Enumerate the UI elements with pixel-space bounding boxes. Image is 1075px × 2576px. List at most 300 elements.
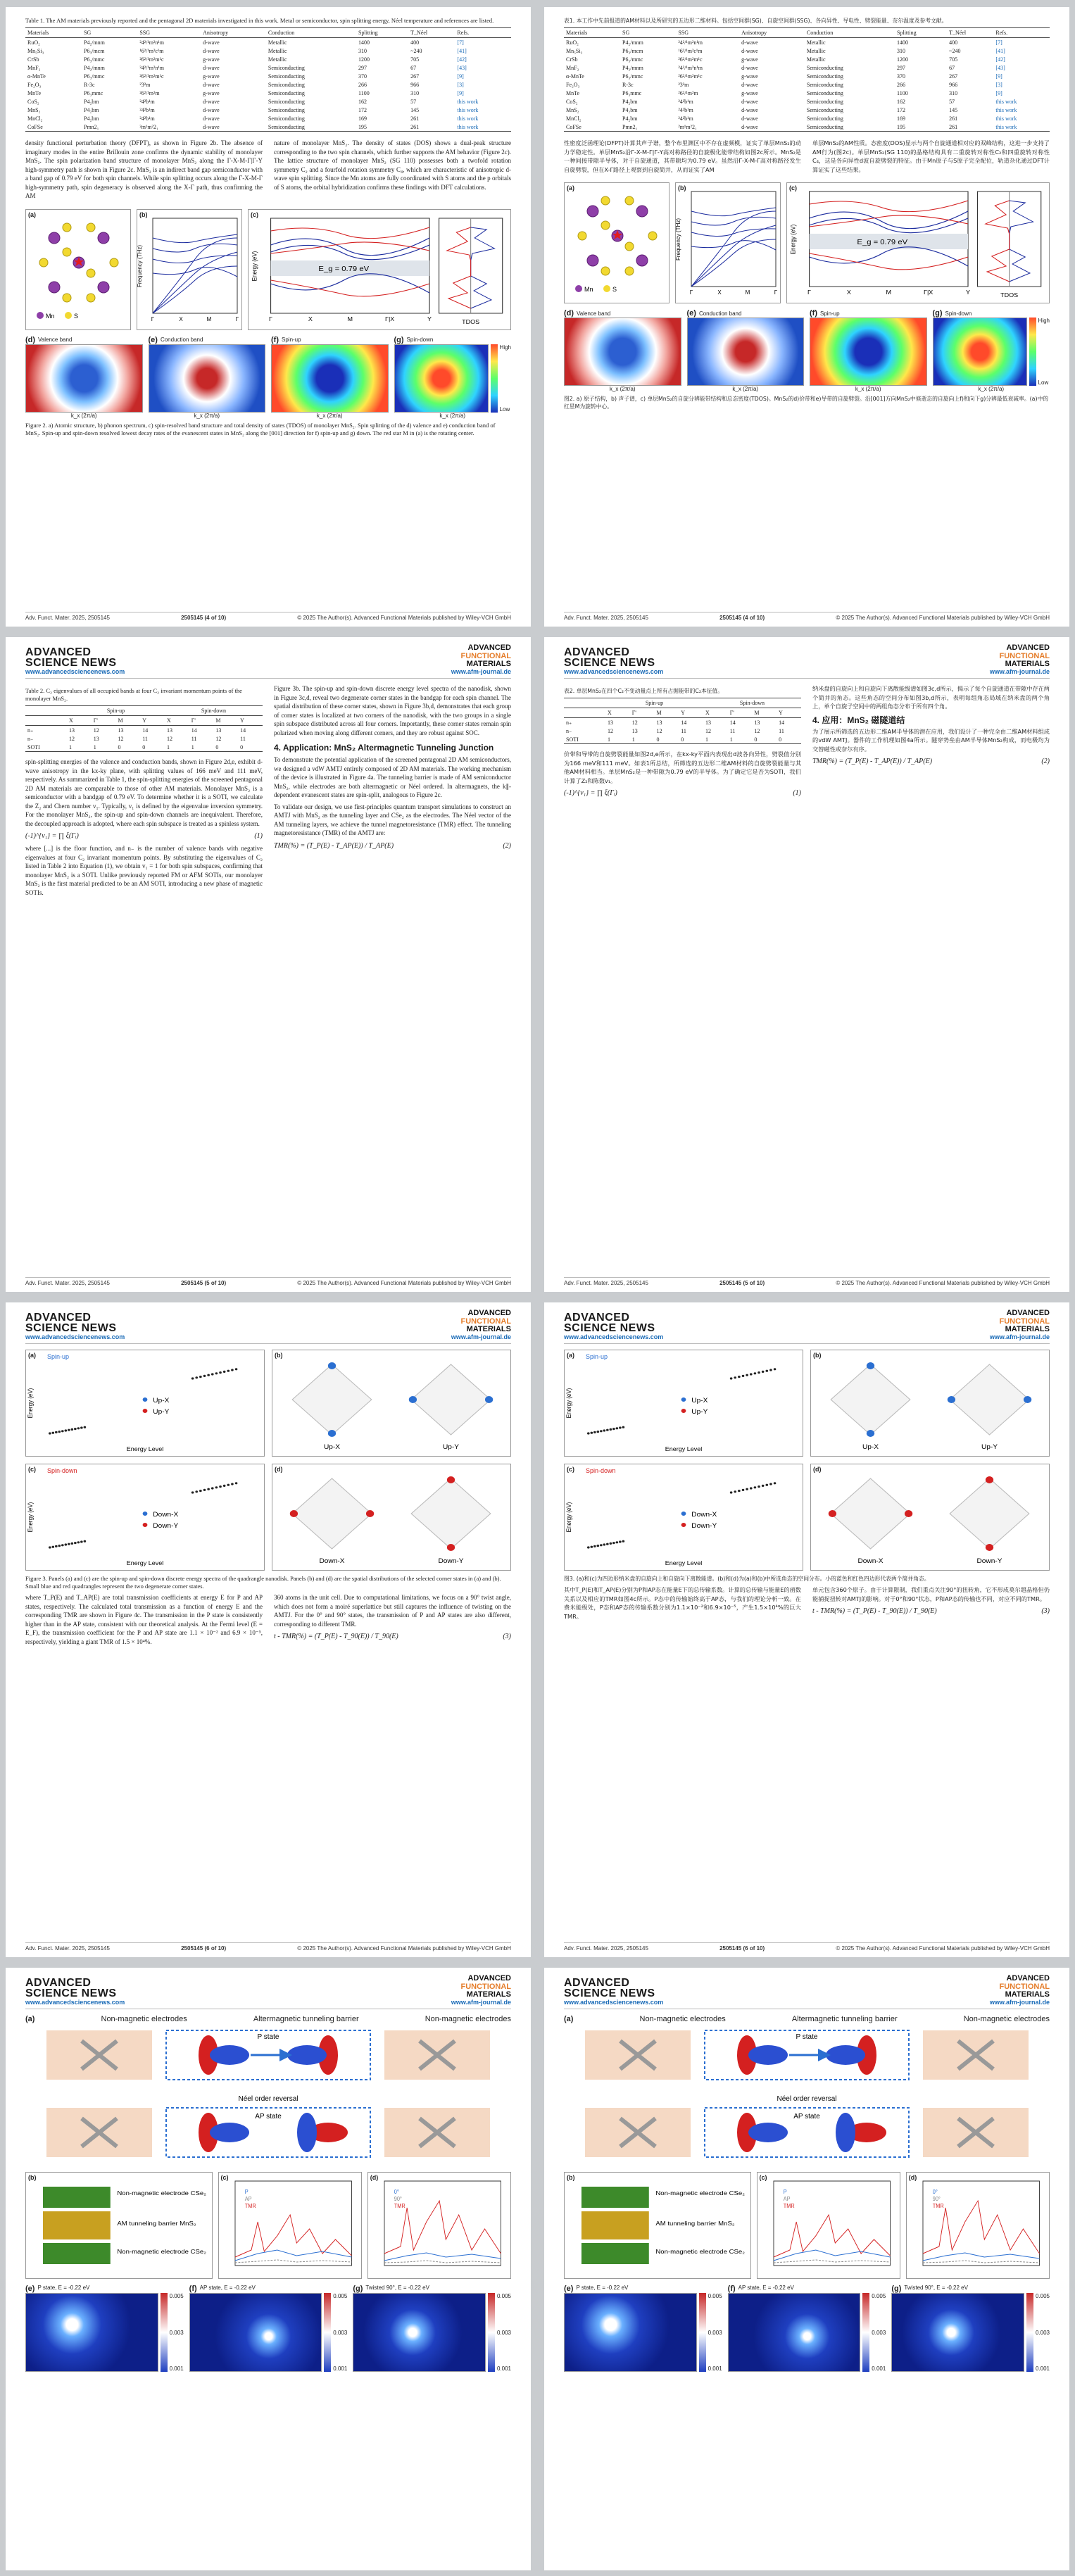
panel-label-d: (d) (564, 309, 574, 318)
page-7-english (6, 1968, 531, 2570)
url-right[interactable]: www.afm-journal.de (451, 1999, 511, 2006)
brand-right-advanced: ADVANCED (1006, 643, 1050, 652)
table-cell: ~240 (410, 47, 422, 54)
panel-label-e: (e) (564, 2285, 574, 2293)
equation-2-zh (812, 758, 1050, 765)
table-cell: 0 (654, 735, 679, 744)
energy-level-dot (58, 1431, 61, 1433)
table-cell: 1400 (897, 39, 909, 46)
device-structure-panel (25, 2172, 213, 2279)
spin-down-band (810, 201, 968, 212)
colorbar (488, 2293, 495, 2372)
footer-page: 2505145 (4 of 10) (719, 615, 765, 621)
panel-label-b: (b) (139, 211, 148, 218)
s-atom (87, 294, 95, 302)
corner-state (829, 1510, 836, 1517)
footer-page: 2505145 (5 of 10) (181, 1280, 227, 1286)
ylabel: Energy (eV) (26, 1388, 34, 1419)
footer-copyright: © 2025 The Author(s). Advanced Functional Materials published by Wiley-VCH GmbH (836, 1945, 1050, 1952)
electrode-layer (581, 2243, 649, 2264)
legend-tmr: TMR (783, 2202, 795, 2210)
legend-s-marker (603, 285, 610, 292)
kmap-p-panel (25, 2285, 184, 2372)
url-left[interactable]: www.advancedsciencenews.com (25, 1999, 125, 2006)
table-cell: 145 (410, 106, 420, 113)
table-cell: [9] (995, 73, 1002, 80)
fig4-bottom (25, 2285, 511, 2372)
upx-caption: Up-X (323, 1443, 341, 1451)
energy-level-dot (227, 1370, 230, 1372)
table-row (25, 114, 511, 122)
table-cell: 966 (949, 81, 958, 88)
table-cell: [7] (457, 39, 464, 46)
table-cell: 1400 (358, 39, 370, 46)
downx-caption: Down-X (857, 1557, 884, 1565)
table-cell: 57 (410, 98, 417, 105)
panel-label-c: (c) (567, 1466, 574, 1473)
table-cell: 1 (165, 743, 189, 752)
energy-level-dot (49, 1546, 51, 1548)
table-cell: g-wave (203, 56, 220, 63)
electrode-layer (43, 2243, 111, 2264)
colorbar (161, 2293, 168, 2372)
table-cell: d-wave (203, 64, 220, 71)
downy-caption: Down-Y (438, 1557, 464, 1565)
table-cell: ²4²b¹m (678, 98, 693, 105)
nanodisk-down-y (950, 1478, 1029, 1549)
p3-right-zh: 单元包含360个原子。由于计算限制，我们重点关注90°的扭转角，它不形成莫尔超晶格但仍能捕捉扭转对AMTJ的影响。对于0°和90°状态，P和AP态的传输也不同，对应不同的TMR。 (812, 1586, 1050, 1602)
table-cell: CoS₂ (27, 98, 39, 105)
kmap-p (564, 2293, 697, 2372)
phonon-plot (676, 183, 780, 301)
s-atom (63, 248, 71, 256)
table-cell: Semiconducting (268, 64, 305, 71)
table-cell: d-wave (741, 81, 758, 88)
eq1-num: (1) (254, 832, 263, 840)
brand-advanced: ADVANCED (564, 646, 630, 658)
eq3-text: t - TMR(%) = (T_P(E) - T_90(E)) / T_90(E) (812, 1607, 937, 1615)
footer-page: 2505145 (6 of 10) (181, 1945, 227, 1952)
table-row (25, 63, 511, 72)
tmr-curve (234, 2215, 351, 2257)
table-header-cell: Refs. (455, 28, 511, 38)
table-cell: [41] (457, 47, 467, 54)
equation-2 (274, 842, 511, 850)
table-cell: 12 (93, 727, 99, 734)
s-atom (625, 196, 634, 205)
table-cell: CrSb (27, 56, 39, 63)
energy-level-dot (610, 1543, 612, 1545)
p2-right-text: Figure 3b. The spin-up and spin-down discrete energy level spectra of the nanodisk, shown in Figure 3c,d, reveal two degenerate corner states in the bandgap for each spin channel. The spatial distribution of these corner states, shown in Figure 3b,d, demonstrates that each group of corner states is localized at two corners of the nanodisk, with the two groups in a single spin subspace distributed across all four corners. Importantly, these corner states remain spin polarized when moving along different corners, and they are robust against SOC. (274, 685, 511, 736)
footer-cite: Adv. Funct. Mater. 2025, 2505145 (25, 1945, 110, 1952)
energy-level-dot (207, 1488, 210, 1490)
table-cell: 0 (777, 735, 801, 744)
spin-lobe (287, 2045, 327, 2065)
table-header-cell: Materials (564, 28, 620, 38)
tdos-label: TDOS (462, 318, 480, 325)
conduction-title: Conduction band (160, 337, 203, 343)
plot-frame (773, 2181, 889, 2266)
equation-3-zh (812, 1607, 1050, 1615)
corner-state (948, 1396, 955, 1403)
table-header-cell (564, 708, 605, 718)
url-right[interactable]: www.afm-journal.de (989, 668, 1050, 675)
colorbar (491, 344, 498, 413)
cbar-tick: 0.003 (1035, 2329, 1050, 2336)
table-cell: Metallic (268, 47, 287, 54)
spindown-corner-map (272, 1464, 511, 1571)
kmap-ap-panel (728, 2285, 886, 2372)
corner-state-marker (143, 1409, 148, 1413)
table-row (25, 122, 511, 132)
panel-label-d: (d) (813, 1466, 822, 1473)
url-left[interactable]: www.advancedsciencenews.com (564, 668, 664, 675)
transmission-p-ap-panel (757, 2172, 900, 2279)
kmap-twist-title: Twisted 90°, E = -0.22 eV (904, 2285, 968, 2291)
energy-level-dot (71, 1543, 74, 1545)
band-ylabel: Energy (eV) (788, 224, 797, 255)
table-cell: ²4²/¹m²n¹m (139, 64, 164, 71)
phonon-branch (691, 241, 776, 250)
p3-right-text: 360 atoms in the unit cell. Due to computational limitations, we focus on a 90° twist angle, which does not form a moiré superlattice but still captures the influence of twisting on the AMTJ. For the 0° and 90° states, the transmission of P and AP states are also different, corresponding to different TMR. (274, 1594, 511, 1628)
table-cell: d-wave (203, 47, 220, 54)
spinup-corner-map (272, 1350, 511, 1457)
colorbar-high: High (499, 344, 511, 351)
p2-left-text: spin-splitting energies of the valence and conduction bands, shown in Figure 2d,e, exhibit d-wave anisotropy in the kx-ky plane, with splitting values of 166 meV and 111 meV, respectively. As summarized in Table 1, the spin-splitting energies of the screened pentagonal 2D AM materials are comparable to those of other AM materials. Monolayer MnS₂ is a semiconductor with a bandgap of 0.79 eV. To determine whether it is a SOTI, we calculate the Z₂ and Chern number v₁. Typically, v₁ is defined by the eigenvalue inversion symmetry. For the monolayer MnS₂, the spin-up and spin-down channels are inequivalent. Therefore, the decoupled approach is adopted, where each spin subspace is treated as a spinless system. (25, 758, 263, 827)
conduction-heatmap (687, 318, 805, 386)
corner-state-marker (143, 1397, 148, 1402)
table-cell: [42] (457, 56, 467, 63)
table-header-cell (25, 706, 67, 716)
energy-level-dot (199, 1490, 202, 1492)
footer-page: 2505145 (4 of 10) (181, 615, 227, 621)
table-row (25, 743, 263, 752)
colorbar-low: Low (1038, 379, 1049, 386)
cbar-tick: 0.005 (169, 2293, 184, 2299)
table-header-cell: Conduction (266, 28, 356, 38)
nonmag-right-label: Non-magnetic electrodes (425, 2015, 511, 2023)
table-group-header: Spin-up (605, 698, 703, 708)
fig4-middle (25, 2172, 511, 2279)
xlabel: Energy Level (126, 1445, 164, 1452)
brand-right-advanced: ADVANCED (1006, 1309, 1050, 1317)
page-footer (25, 612, 511, 621)
table-cell: 11 (142, 735, 148, 742)
table-cell: g-wave (203, 89, 220, 96)
table-cell: 261 (410, 115, 420, 122)
table-header-cell: Anisotropy (739, 28, 805, 38)
energy-level-dot (619, 1426, 622, 1428)
table-cell: ²6²/¹m²m¹c (678, 73, 703, 80)
kx-label: k_x (2π/a) (70, 412, 97, 419)
energy-level-dot (77, 1427, 80, 1429)
ylabel: Energy (eV) (565, 1502, 573, 1533)
table-cell: ~240 (949, 47, 961, 54)
table-cell: Mn₅Si₃ (566, 47, 583, 54)
table-header-cell: SSG (676, 28, 739, 38)
table-cell: ²4²/¹m²n¹m (678, 64, 703, 71)
kx-label: k_x (2π/a) (855, 386, 881, 392)
kmap-ap-panel (189, 2285, 348, 2372)
energy-level-dot (49, 1432, 51, 1434)
table-group-header: Spin-down (703, 698, 801, 708)
table-cell: Metallic (806, 56, 826, 63)
table-cell: 310 (358, 47, 367, 54)
masthead (25, 644, 511, 679)
mn-atom (636, 206, 648, 217)
url-left[interactable]: www.advancedsciencenews.com (25, 1333, 125, 1340)
table-cell: 1 (728, 735, 753, 744)
corner-state (986, 1544, 993, 1551)
table-cell: P4₂/mnm (622, 64, 643, 71)
spin-lobe (210, 2123, 249, 2142)
energy-level-dot (762, 1485, 765, 1487)
panel-label-a: (a) (28, 1352, 36, 1359)
kx-label: k_x (2π/a) (609, 386, 636, 392)
conduction-panel (149, 336, 266, 419)
colorbar-high: High (1038, 318, 1050, 324)
energy-level-dot (71, 1428, 74, 1431)
energy-level-dot (203, 1375, 206, 1377)
url-left[interactable]: www.advancedsciencenews.com (564, 1333, 664, 1340)
phonon-xtick: X (717, 289, 722, 296)
table-cell: Metallic (268, 56, 287, 63)
kmap-p-title: P state, E = -0.22 eV (37, 2285, 90, 2291)
energy-level-dot (58, 1545, 61, 1547)
table-cell: 195 (356, 122, 408, 132)
downx-label: Down-X (153, 1511, 179, 1519)
table-row (564, 89, 1050, 97)
url-right[interactable]: www.afm-journal.de (451, 1333, 511, 1340)
table-cell: 261 (408, 122, 455, 132)
table-header-cell: M (213, 716, 238, 726)
table-cell: g-wave (741, 89, 758, 96)
panel-label-g: (g) (891, 2285, 902, 2293)
energy-level-dot (610, 1428, 612, 1431)
table-header-cell: X (67, 716, 92, 726)
gap-label: E_g = 0.79 eV (857, 238, 908, 246)
table-cell: n₊ (566, 719, 572, 726)
table-cell: ²6²/¹m²m¹c (139, 73, 164, 80)
panel-label-d: (d) (275, 1466, 283, 1473)
panel-label-b: (b) (275, 1352, 283, 1359)
table-cell: g-wave (203, 73, 220, 80)
spin-lobe (836, 2113, 855, 2152)
legend-0deg: 0° (394, 2188, 399, 2196)
table-header-cell: T_Néel (408, 28, 455, 38)
eq2-text: TMR(%) = (T_P(E) - T_AP(E)) / T_AP(E) (812, 758, 933, 765)
energy-level-dot (746, 1374, 748, 1376)
figure2-caption: Figure 2. a) Atomic structure, b) phonon spectrum, c) spin-resolved band structure and total density of states (TDOS) of monolayer MnS₂. Spin splitting of the d) valence and e) conduction band of MnS₂. Spin-up and spin-down resolved lowest decay rates of the evanescent states in MnS₂ along the [001] direction for f) spin-up and g) down. The red star M in (a) is the rotating center. (25, 421, 496, 436)
energy-level-dot (600, 1544, 603, 1546)
masthead (25, 1975, 511, 2009)
atomic-structure-panel (564, 182, 669, 303)
kmap-twist (891, 2293, 1024, 2372)
table-cell: [9] (995, 89, 1002, 96)
table-cell: 12 (705, 727, 711, 734)
table-cell: α-MnTe (27, 73, 46, 80)
spindown-decay-panel (933, 309, 1050, 392)
brand-right-functional: FUNCTIONAL (460, 652, 511, 660)
energy-level-dot (61, 1544, 64, 1546)
table-cell: ²4²/¹m²n¹m (678, 39, 703, 46)
energy-level-dot (231, 1369, 234, 1371)
table-cell: 1 (630, 735, 655, 744)
table-cell: P4₂/mnm (622, 39, 643, 46)
url-right[interactable]: www.afm-journal.de (989, 1999, 1050, 2006)
table-cell: 1100 (897, 89, 908, 96)
table-cell: MnF₂ (27, 64, 41, 71)
spinup-title: Spin-up (282, 337, 301, 343)
url-right[interactable]: www.afm-journal.de (451, 668, 511, 675)
table1-caption-zh: 表1. 本工作中先前报道的AM材料以及所研究的五边形二维材料。包括空间群(SG)、自旋空间群(SSG)、各向异性、导电性、劈裂能量、奈尔温度及参考文献。 (564, 18, 948, 24)
spindown-title: Spin-down (406, 337, 434, 343)
table-cell: 14 (779, 719, 785, 726)
table2-caption-zh: 表2. 单层MnS₂在四个C₂不变动量点上所有占据能带的C₂本征值。 (564, 688, 724, 694)
table-cell: 13 (754, 719, 760, 726)
eq3-num: (3) (503, 1633, 511, 1640)
energy-level-dot (762, 1371, 765, 1373)
table-cell: 11 (729, 727, 736, 734)
energy-level-dot (587, 1432, 590, 1434)
page-footer-zh (564, 612, 1050, 621)
energy-level-dot (734, 1376, 736, 1378)
table-cell: 370 (897, 73, 906, 80)
table-header-cell: X (605, 708, 630, 718)
panel-label-e: (e) (148, 335, 158, 344)
nanodisk-up-y (411, 1364, 491, 1435)
table-cell: ²3²m (678, 81, 689, 88)
energy-level-dot (235, 1368, 238, 1370)
energy-level-dot (774, 1482, 777, 1484)
table-row (564, 122, 1050, 132)
energy-level-dot (754, 1372, 757, 1374)
spinup-title: Spin-up (820, 310, 840, 317)
panel-label-b: (b) (567, 2174, 575, 2181)
fig3-grid (564, 1350, 1050, 1571)
energy-level-dot (219, 1371, 222, 1374)
table-cell: MnCl₂ (566, 115, 581, 122)
brand-science-news: SCIENCE NEWS (564, 1987, 655, 1999)
ap-curve (234, 2260, 351, 2263)
table-cell: P6₃/mmc (84, 56, 105, 63)
fig4-schematic (564, 2015, 1050, 2168)
brand-advanced: ADVANCED (564, 1312, 630, 1324)
table-row (564, 727, 801, 735)
table-header-cell: Γ' (728, 708, 753, 718)
energy-level-dot (765, 1370, 768, 1372)
mn-atom (587, 255, 598, 266)
figure-2-copy (564, 182, 1050, 392)
kmap-p-title: P state, E = -0.22 eV (576, 2285, 629, 2291)
nanodisk-down-x (831, 1478, 910, 1549)
figure3-caption: Figure 3. Panels (a) and (c) are the spin-up and spin-down discrete energy spectra of the quadrangle nanodisk. Panels (b) and (d) are the spatial distributions of the selected corner states in (a) and (b). Small blue and red quadrangles represent the two degenerate corner states. (25, 1575, 501, 1590)
brand-science-news: SCIENCE NEWS (25, 657, 117, 669)
table-cell: P6₃/mmc (84, 73, 105, 80)
figure3-caption-zh: 图3. (a)和(c)为四边形纳米盘的自旋向上和自旋向下离散能谱。(b)和(d)为(a)和(b)中所选角态的空间分布。小的蓝色和红色四边形代表两个简并角态。 (564, 1576, 930, 1582)
corner-state-marker (143, 1523, 148, 1527)
panel-label-g: (g) (353, 2285, 363, 2293)
mn-atom (98, 282, 109, 293)
nonmag-left-label: Non-magnetic electrodes (101, 2015, 187, 2023)
table-cell: Semiconducting (268, 73, 305, 80)
table-row (564, 63, 1050, 72)
table-cell: 14 (681, 719, 687, 726)
transmission-p-ap-panel (218, 2172, 362, 2279)
downy-label: Down-Y (691, 1522, 717, 1530)
fig2-top-row (25, 209, 511, 330)
table-cell: MnCl₂ (27, 115, 43, 122)
table-cell: 0 (140, 743, 165, 752)
phonon-panel (137, 209, 242, 330)
table-cell: Semiconducting (806, 89, 843, 96)
colorbar (1029, 318, 1036, 386)
phonon-branch (691, 217, 776, 225)
spin-up-band (271, 273, 429, 292)
table-cell: this work (457, 98, 479, 105)
brand-right-materials: MATERIALS (1005, 1990, 1050, 1999)
energy-level-dot (235, 1482, 238, 1484)
energy-level-dot (750, 1373, 753, 1375)
valence-title: Valence band (38, 337, 73, 343)
page-6-chinese (544, 1302, 1069, 1957)
table-cell: d-wave (203, 39, 220, 46)
table-cell: Semiconducting (268, 89, 305, 96)
table-cell: 0 (238, 743, 263, 752)
table-cell: 1 (703, 735, 728, 744)
conduction-panel (687, 309, 805, 392)
spinup-heatmap (271, 344, 389, 413)
energy-level-dot (757, 1485, 760, 1488)
table-cell: 310 (410, 89, 420, 96)
spin-up-band (271, 245, 429, 260)
equation-1 (25, 832, 263, 840)
table-cell: 12 (754, 727, 760, 734)
panel-label-e: (e) (25, 2285, 35, 2293)
table-cell: 0 (752, 735, 777, 744)
table-header-cell (564, 698, 605, 708)
table-cell: d-wave (741, 106, 758, 113)
energy-level-dot (203, 1489, 206, 1491)
xlabel: Energy Level (126, 1559, 164, 1566)
table-cell: d-wave (203, 81, 220, 88)
table-header-cell: T_Néel (947, 28, 993, 38)
figure-3-copy (564, 1350, 1050, 1571)
brand-advanced: ADVANCED (25, 1977, 92, 1989)
energy-level-dot (734, 1490, 736, 1493)
legend-90deg: 90° (932, 2195, 941, 2203)
table-cell: MnF₂ (566, 64, 579, 71)
table-cell: 13 (631, 727, 638, 734)
url-left[interactable]: www.advancedsciencenews.com (25, 668, 125, 675)
corner-maps-up (811, 1350, 1049, 1455)
energy-level-dot (231, 1483, 234, 1485)
table-cell: [42] (995, 56, 1005, 63)
table-cell: [3] (995, 81, 1002, 88)
table-row (564, 80, 1050, 89)
url-right[interactable]: www.afm-journal.de (989, 1333, 1050, 1340)
table-cell: d-wave (741, 64, 758, 71)
url-left[interactable]: www.advancedsciencenews.com (564, 1999, 664, 2006)
table-cell: 267 (410, 73, 420, 80)
table-cell: 13 (215, 727, 222, 734)
gap-label: E_g = 0.79 eV (318, 265, 370, 273)
corner-state (328, 1362, 336, 1369)
table-cell: Semiconducting (806, 81, 843, 88)
spin-lobe (748, 2045, 788, 2065)
ap-state-label: AP state (793, 2113, 820, 2121)
energy-level-dot (612, 1542, 615, 1544)
